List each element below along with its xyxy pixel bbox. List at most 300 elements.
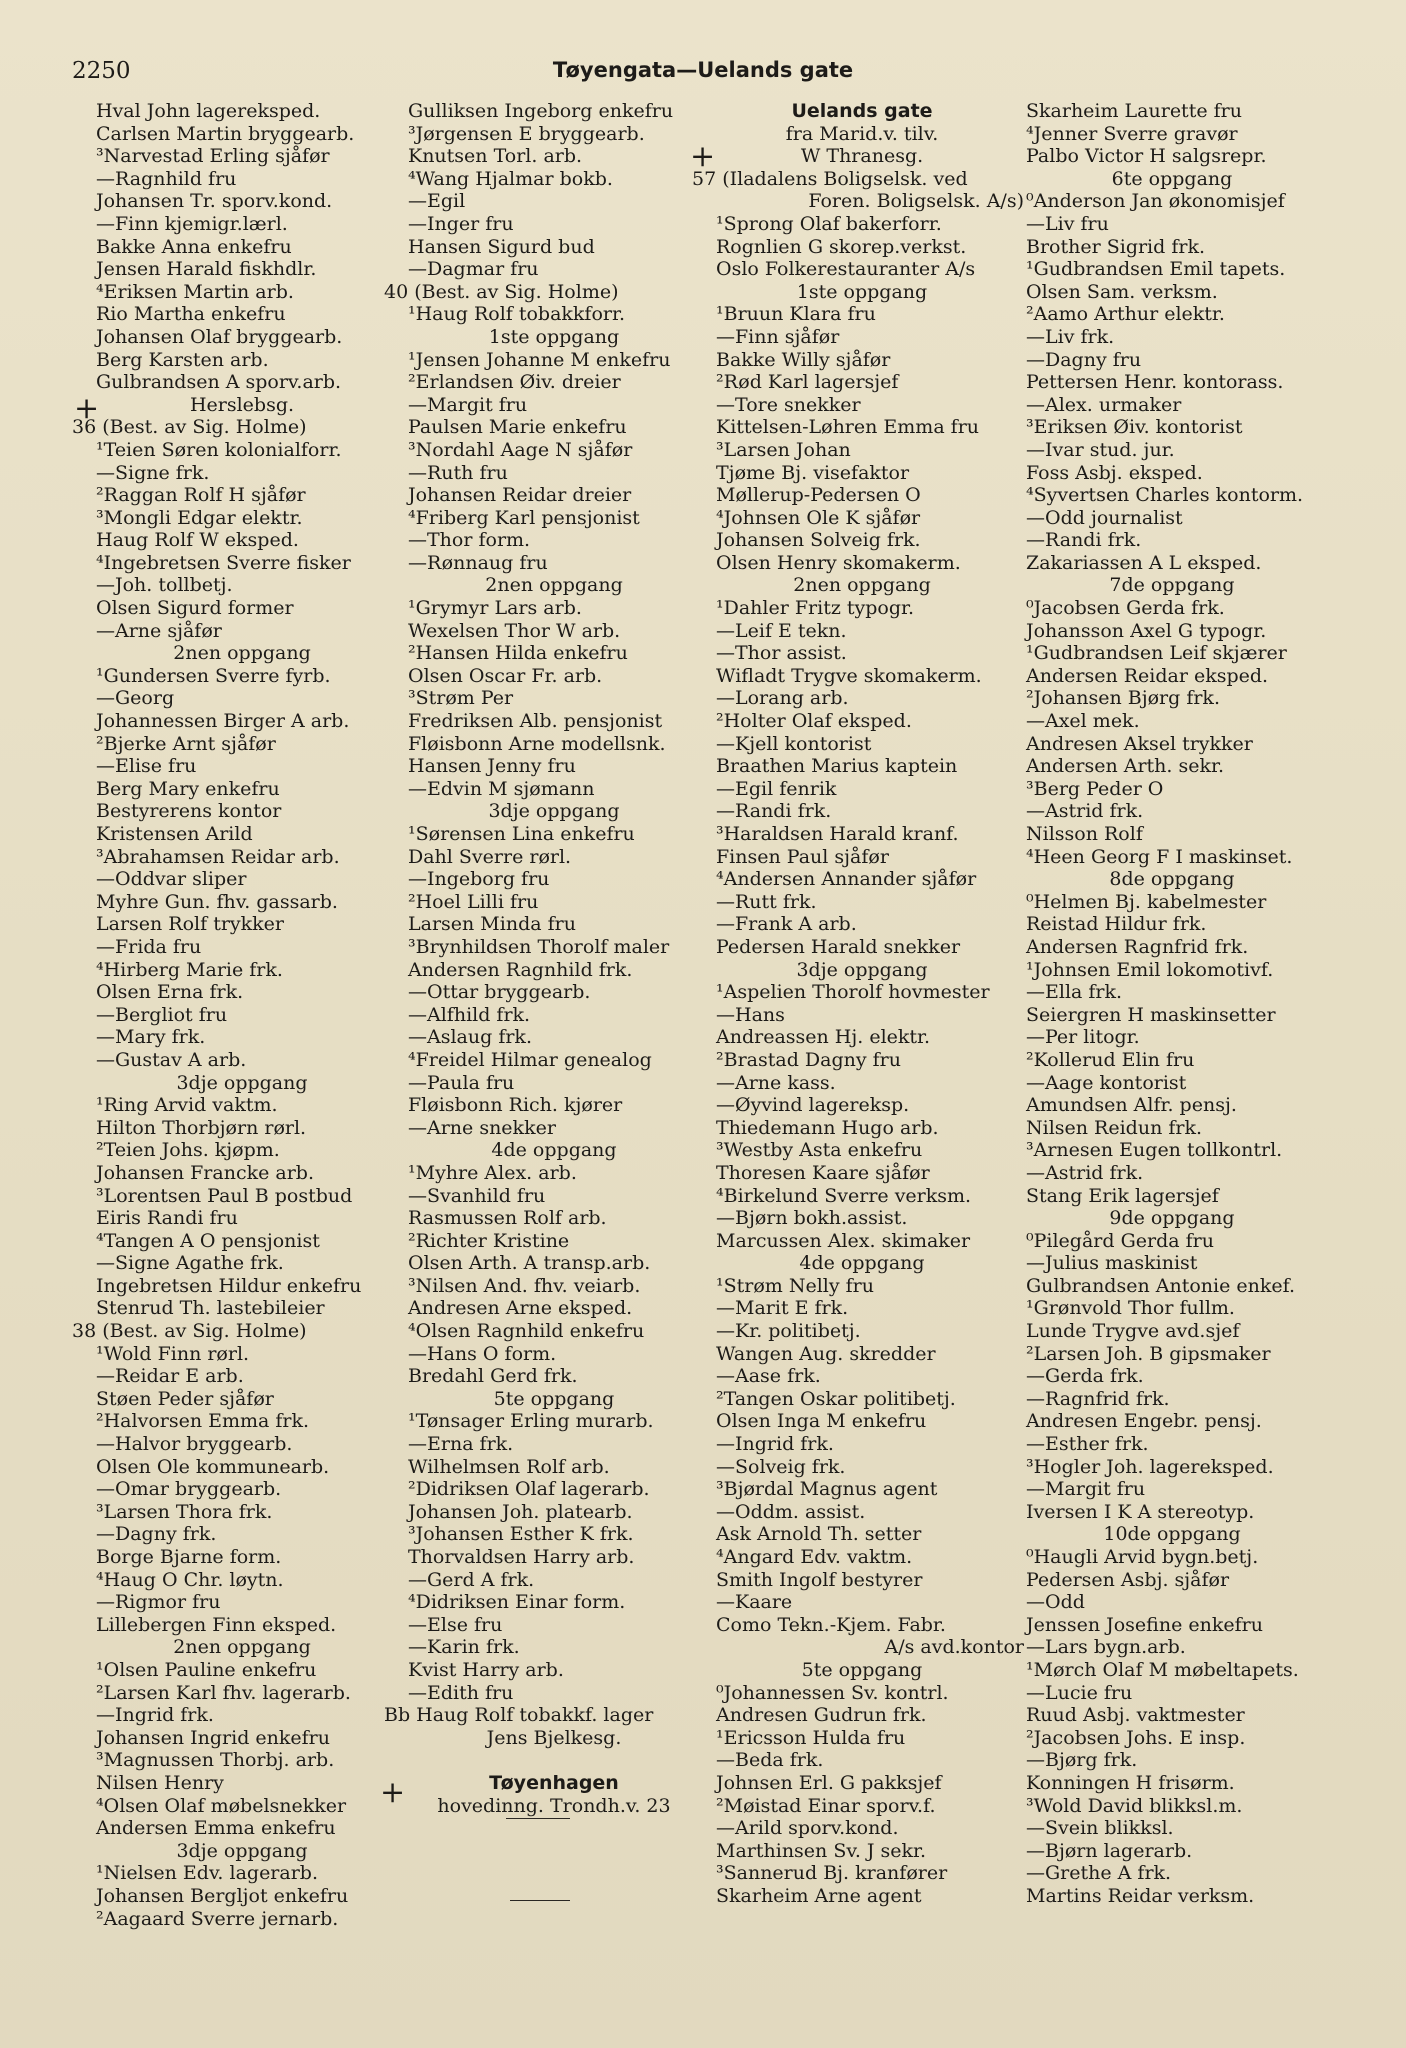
directory-entry: Konningen H frisørm.	[1026, 1771, 1235, 1794]
section-heading: 3dje oppgang	[176, 1839, 308, 1862]
section-heading: fra Marid.v. tilv.	[785, 122, 939, 145]
directory-entry: Johansen Reidar dreier	[408, 484, 632, 507]
directory-entry: ²Larsen Joh. B gipsmaker	[1026, 1342, 1271, 1365]
directory-entry: —Gerda frk.	[1026, 1365, 1144, 1388]
directory-entry: Tjøme Bj. visefaktor	[716, 461, 910, 484]
directory-entry: Hansen Jenny fru	[408, 755, 576, 778]
directory-entry: Nilsen Reidun frk.	[1026, 1116, 1203, 1139]
section-heading: 1ste oppgang	[488, 325, 620, 348]
directory-entry: —Ingrid frk.	[716, 1433, 834, 1456]
directory-entry: —Aase frk.	[716, 1365, 821, 1388]
directory-entry: ³Narvestad Erling sjåfør	[96, 145, 330, 168]
directory-entry: —Kjell kontorist	[716, 732, 872, 755]
directory-entry: ¹Olsen Pauline enkefru	[96, 1658, 317, 1681]
directory-entry: ³Strøm Per	[408, 687, 514, 710]
directory-entry: —Randi frk.	[716, 800, 832, 823]
directory-entry: Martins Reidar verksm.	[1026, 1884, 1255, 1907]
directory-entry: Pettersen Henr. kontorass.	[1026, 371, 1284, 394]
directory-entry: Hval John lagereksped.	[96, 100, 321, 122]
directory-entry: ⁴Wang Hjalmar bokb.	[408, 167, 613, 190]
section-heading: 2nen oppgang	[793, 574, 931, 597]
directory-entry: —Margit fru	[1026, 1478, 1146, 1501]
directory-entry: Kittelsen-Løhren Emma fru	[716, 416, 980, 439]
directory-entry: ³Abrahamsen Reidar arb.	[96, 845, 340, 868]
directory-entry: —Gerd A frk.	[408, 1568, 535, 1591]
directory-entry: —Arne sjåfør	[96, 619, 222, 642]
directory-entry: Thiedemann Hugo arb.	[716, 1116, 939, 1139]
section-heading: 6te oppgang	[1111, 167, 1233, 190]
directory-entry: ¹Bruun Klara fru	[716, 303, 876, 326]
directory-entry: ³Magnussen Thorbj. arb.	[96, 1749, 335, 1772]
directory-entry: 57 (Iladalens Boligselsk. ved	[692, 167, 968, 190]
directory-entry: Andersen Ragnfrid frk.	[1026, 935, 1249, 958]
directory-entry: Knutsen Torl. arb.	[408, 145, 583, 168]
directory-entry: A/s avd.kontor	[884, 1636, 1024, 1659]
directory-entry: Olsen Erna frk.	[96, 981, 244, 1004]
directory-entry: Palbo Victor H salgsrepr.	[1026, 145, 1267, 168]
directory-entry: —Ingeborg fru	[408, 868, 550, 891]
directory-entry: ²Kollerud Elin fru	[1026, 1048, 1195, 1071]
directory-entry: —Rutt frk.	[716, 890, 817, 913]
directory-entry: —Marit E frk.	[716, 1297, 849, 1320]
directory-entry: ¹Gundersen Sverre fyrb.	[96, 664, 331, 687]
directory-entry: Johansen Joh. platearb.	[408, 1500, 633, 1523]
directory-entry: —Solveig frk.	[716, 1455, 846, 1478]
directory-entry: Thoresen Kaare sjåfør	[716, 1161, 930, 1184]
directory-entry: Rio Martha enkefru	[96, 303, 286, 326]
directory-entry: ³Eriksen Øiv. kontorist	[1026, 416, 1243, 439]
section-heading: 3dje oppgang	[176, 1071, 308, 1094]
directory-entry: —Alfhild frk.	[408, 1003, 531, 1026]
directory-entry: —Odd	[1026, 1591, 1085, 1614]
cross-marker: +	[380, 1775, 406, 1810]
directory-entry: Andersen Ragnhild frk.	[408, 958, 633, 981]
directory-entry: Olsen Inga M enkefru	[716, 1410, 927, 1433]
directory-entry: Ask Arnold Th. setter	[716, 1523, 922, 1546]
directory-entry: —Gustav A arb.	[96, 1048, 247, 1071]
directory-entry: Foren. Boligselsk. A/s)	[808, 190, 1024, 213]
directory-entry: —Ragnfrid frk.	[1026, 1387, 1170, 1410]
directory-entry: —Margit fru	[408, 393, 528, 416]
directory-entry: ¹Dahler Fritz typogr.	[716, 597, 915, 620]
directory-entry: —Edith fru	[408, 1681, 514, 1704]
directory-entry: ²Brastad Dagny fru	[716, 1048, 901, 1071]
directory-entry: ²Richter Kristine	[408, 1229, 570, 1252]
directory-entry: —Frida fru	[96, 935, 202, 958]
directory-entry: —Finn sjåfør	[716, 325, 840, 348]
directory-entry: —Øyvind lagereksp.	[716, 1094, 910, 1117]
directory-entry: Møllerup-Pedersen O	[716, 484, 921, 507]
directory-entry: —Egil	[408, 190, 466, 213]
directory-entry: Berg Mary enkefru	[96, 777, 280, 800]
directory-entry: —Frank A arb.	[716, 913, 857, 936]
section-heading: 3dje oppgang	[488, 800, 620, 823]
section-heading: Jens Bjelkesg.	[486, 1726, 622, 1749]
directory-entry: Wifladt Trygve skomakerm.	[716, 664, 982, 687]
directory-entry: Rasmussen Rolf arb.	[408, 1207, 607, 1230]
directory-entry: ⁰Jacobsen Gerda frk.	[1026, 597, 1225, 620]
directory-entry: ¹Grønvold Thor fullm.	[1026, 1297, 1235, 1320]
directory-entry: Jenssen Josefine enkefru	[1026, 1613, 1263, 1636]
directory-entry: —Paula fru	[408, 1071, 515, 1094]
directory-entry: Reistad Hildur frk.	[1026, 913, 1207, 936]
directory-entry: ¹Tønsager Erling murarb.	[408, 1410, 654, 1433]
directory-entry: Amundsen Alfr. pensj.	[1026, 1094, 1237, 1117]
directory-entry: ³Nilsen And. fhv. veiarb.	[408, 1274, 641, 1297]
directory-entry: —Karin frk.	[408, 1636, 520, 1659]
directory-entry: Como Tekn.-Kjem. Fabr.	[716, 1613, 946, 1636]
directory-entry: ²Raggan Rolf H sjåfør	[96, 484, 306, 507]
directory-entry: Jensen Harald fiskhdlr.	[96, 258, 317, 281]
directory-entry: Fredriksen Alb. pensjonist	[408, 710, 663, 733]
directory-entry: —Egil fenrik	[716, 777, 837, 800]
section-heading: 4de oppgang	[491, 1139, 617, 1162]
directory-entry: Andersen Reidar eksped.	[1026, 664, 1269, 687]
directory-entry: —Arne kass.	[716, 1071, 836, 1094]
directory-entry: Pedersen Asbj. sjåfør	[1026, 1568, 1230, 1591]
section-heading: Tøyenhagen	[489, 1771, 619, 1794]
directory-entry: ¹Myhre Alex. arb.	[408, 1161, 577, 1184]
directory-entry: Wilhelmsen Rolf arb.	[408, 1455, 610, 1478]
directory-entry: —Dagny fru	[1026, 348, 1142, 371]
directory-entry: —Bergliot fru	[96, 1003, 228, 1026]
directory-entry: —Oddvar sliper	[96, 868, 247, 891]
directory-entry: —Reidar E arb.	[96, 1365, 244, 1388]
directory-entry: 38 (Best. av Sig. Holme)	[72, 1320, 307, 1343]
column-4	[1002, 100, 1342, 1908]
directory-entry: —Omar bryggearb.	[96, 1478, 282, 1501]
section-heading: 2nen oppgang	[485, 574, 623, 597]
directory-entry: Gulbrandsen A sporv.arb.	[96, 371, 342, 394]
cross-marker: +	[74, 391, 100, 426]
directory-entry: —Joh. tollbetj.	[96, 574, 233, 597]
directory-entry: —Hans	[716, 1003, 785, 1026]
directory-entry: ⁴Jenner Sverre gravør	[1026, 122, 1238, 145]
directory-entry: ⁴Haug O Chr. løytn.	[96, 1568, 284, 1591]
directory-entry: ¹Nielsen Edv. lagerarb.	[96, 1862, 319, 1885]
section-heading: 8de oppgang	[1109, 868, 1235, 891]
directory-entry: Zakariassen A L eksped.	[1026, 551, 1262, 574]
directory-entry: —Hans O form.	[408, 1342, 557, 1365]
directory-entry: ¹Haug Rolf tobakkforr.	[408, 303, 626, 326]
directory-entry: ⁴Freidel Hilmar genealog	[408, 1048, 652, 1071]
directory-entry: Stang Erik lagersjef	[1026, 1184, 1219, 1207]
directory-entry: ²Hansen Hilda enkefru	[408, 642, 628, 665]
column-2	[384, 100, 724, 1817]
directory-entry: Olsen Sam. verksm.	[1026, 280, 1218, 303]
directory-entry: Smith Ingolf bestyrer	[716, 1568, 923, 1591]
directory-entry: —Inger fru	[408, 212, 514, 235]
directory-entry: Rognlien G skorep.verkst.	[716, 235, 967, 258]
directory-entry: —Ingrid frk.	[96, 1704, 214, 1727]
directory-entry: —Arne snekker	[408, 1116, 556, 1139]
directory-entry: Hilton Thorbjørn rørl.	[96, 1116, 307, 1139]
directory-entry: —Bjørn lagerarb.	[1026, 1839, 1193, 1862]
directory-entry: —Halvor bryggearb.	[96, 1433, 293, 1456]
directory-entry: ³Haraldsen Harald kranf.	[716, 823, 959, 845]
directory-entry: —Julius maskinist	[1026, 1252, 1198, 1275]
directory-entry: Johansson Axel G typogr.	[1026, 619, 1267, 642]
directory-entry: —Ella frk.	[1026, 981, 1123, 1004]
page-number: 2250	[72, 58, 131, 84]
directory-entry: ⁴Heen Georg F I maskinset.	[1026, 845, 1293, 868]
directory-entry: Andresen Gudrun frk.	[716, 1704, 927, 1727]
directory-entry: Kristensen Arild	[96, 823, 253, 845]
directory-entry: Larsen Rolf trykker	[96, 913, 284, 936]
directory-entry: Wangen Aug. skredder	[716, 1342, 936, 1365]
directory-entry: Skarheim Arne agent	[716, 1884, 922, 1907]
directory-entry: —Liv frk.	[1026, 325, 1115, 348]
directory-entry: —Alex. urmaker	[1026, 393, 1182, 416]
directory-entry: ⁴Andersen Annander sjåfør	[716, 868, 977, 891]
directory-entry: —Thor assist.	[716, 642, 847, 665]
directory-entry: —Rønnaug fru	[408, 551, 548, 574]
directory-entry: Brother Sigrid frk.	[1026, 235, 1206, 258]
directory-entry: —Signe frk.	[96, 461, 210, 484]
column-1	[72, 100, 412, 1930]
page-header-title: Tøyengata—Uelands gate	[552, 58, 854, 82]
directory-entry: —Randi frk.	[1026, 529, 1142, 552]
directory-entry: Olsen Sigurd former	[96, 597, 294, 620]
directory-entry: 40 (Best. av Sig. Holme)	[384, 280, 619, 303]
directory-entry: Wexelsen Thor W arb.	[408, 619, 621, 642]
directory-entry: —Bjørg frk.	[1026, 1749, 1138, 1772]
directory-entry: Oslo Folkerestauranter A/s	[716, 258, 976, 281]
directory-entry: ³Bjørdal Magnus agent	[716, 1478, 938, 1501]
directory-entry: —Svein blikksl.	[1026, 1817, 1174, 1840]
directory-entry: —Mary frk.	[96, 1026, 206, 1049]
section-heading: 10de oppgang	[1103, 1523, 1241, 1546]
directory-entry: —Beda frk.	[716, 1749, 824, 1772]
directory-entry: Fløisbonn Rich. kjører	[408, 1094, 623, 1117]
section-heading: 1ste oppgang	[796, 280, 928, 303]
directory-entry: ⁰Pilegård Gerda fru	[1026, 1229, 1214, 1252]
directory-entry: Andreassen Hj. elektr.	[716, 1026, 931, 1049]
directory-entry: ³Berg Peder O	[1026, 777, 1164, 800]
directory-entry: ³Brynhildsen Thorolf maler	[408, 935, 670, 958]
directory-entry: —Kr. politibetj.	[716, 1320, 861, 1343]
directory-entry: Eiris Randi fru	[96, 1207, 238, 1230]
directory-entry: Johnsen Erl. G pakksjef	[716, 1771, 942, 1794]
directory-entry: Kvist Harry arb.	[408, 1658, 564, 1681]
directory-entry: —Aslaug frk.	[408, 1026, 532, 1049]
section-heading: 5te oppgang	[493, 1387, 615, 1410]
directory-entry: ²Aamo Arthur elektr.	[1026, 303, 1225, 326]
directory-entry: Hansen Sigurd bud	[408, 235, 595, 258]
section-rule	[510, 1900, 570, 1901]
directory-entry: ⁴Angard Edv. vaktm.	[716, 1546, 913, 1568]
directory-entry: Støen Peder sjåfør	[96, 1387, 274, 1410]
directory-entry: Johansen Solveig frk.	[716, 529, 921, 552]
section-heading: 4de oppgang	[799, 1252, 925, 1275]
directory-entry: —Ragnhild fru	[96, 167, 237, 190]
directory-entry: —Tore snekker	[716, 393, 861, 416]
directory-entry: Thorvaldsen Harry arb.	[408, 1546, 635, 1568]
directory-entry: ¹Sprong Olaf bakerforr.	[716, 212, 942, 235]
directory-entry: Johansen Bergljot enkefru	[96, 1884, 349, 1907]
directory-entry	[384, 1749, 724, 1772]
directory-entry: ⁴Birkelund Sverre verksm.	[716, 1184, 972, 1207]
directory-entry: ¹Mørch Olaf M møbeltapets.	[1026, 1658, 1299, 1681]
directory-entry: Bredahl Gerd frk.	[408, 1365, 578, 1388]
directory-entry: Bestyrerens kontor	[96, 800, 282, 823]
directory-entry: —Axel mek.	[1026, 710, 1140, 733]
directory-entry: —Leif E tekn.	[716, 619, 847, 642]
directory-entry: ¹Ring Arvid vaktm.	[96, 1094, 278, 1117]
directory-entry: Borge Bjarne form.	[96, 1546, 282, 1568]
directory-entry: ³Arnesen Eugen tollkontrl.	[1026, 1139, 1283, 1162]
section-heading: 7de oppgang	[1109, 574, 1235, 597]
directory-entry: ¹Sørensen Lina enkefru	[408, 823, 635, 845]
directory-entry: Nilsen Henry	[96, 1771, 224, 1794]
directory-entry: Johansen Francke arb.	[96, 1161, 315, 1184]
directory-entry: —Elise fru	[96, 755, 197, 778]
directory-entry: —Oddm. assist.	[716, 1500, 866, 1523]
directory-entry: Johansen Olaf bryggearb.	[96, 325, 343, 348]
directory-entry: Ingebretsen Hildur enkefru	[96, 1274, 362, 1297]
directory-entry: —Lars bygn.arb.	[1026, 1636, 1186, 1659]
directory-entry: ⁴Hirberg Marie frk.	[96, 958, 283, 981]
directory-entry: —Georg	[96, 687, 175, 710]
directory-entry: —Kaare	[716, 1591, 793, 1614]
directory-entry: ³Sannerud Bj. kranfører	[716, 1862, 948, 1885]
directory-entry: Marcussen Alex. skimaker	[716, 1229, 971, 1252]
directory-entry: Bakke Anna enkefru	[96, 235, 292, 258]
directory-entry: —Lucie fru	[1026, 1681, 1133, 1704]
directory-entry: ⁴Johnsen Ole K sjåfør	[716, 506, 921, 529]
directory-entry: Bakke Willy sjåfør	[716, 348, 891, 371]
directory-entry: Olsen Henry skomakerm.	[716, 551, 961, 574]
directory-entry: ²Erlandsen Øiv. dreier	[408, 371, 621, 394]
directory-entry: Marthinsen Sv. J sekr.	[716, 1839, 927, 1862]
directory-entry: ³Nordahl Aage N sjåfør	[408, 438, 633, 461]
directory-entry: ²Hoel Lilli fru	[408, 890, 539, 913]
directory-entry: —Astrid frk.	[1026, 800, 1144, 823]
directory-entry: —Finn kjemigr.lærl.	[96, 212, 288, 235]
directory-entry: Andresen Arne eksped.	[408, 1297, 633, 1320]
directory-entry: Andresen Aksel trykker	[1026, 732, 1253, 755]
directory-entry: ⁴Syvertsen Charles kontorm.	[1026, 484, 1304, 507]
directory-entry: —Liv fru	[1026, 212, 1109, 235]
directory-entry: Paulsen Marie enkefru	[408, 416, 627, 439]
directory-entry: Haug Rolf W eksped.	[96, 529, 299, 552]
directory-entry: ¹Johnsen Emil lokomotivf.	[1026, 958, 1274, 981]
directory-entry: —Bjørn bokh.assist.	[716, 1207, 908, 1230]
directory-entry: ³Jørgensen E bryggearb.	[408, 122, 645, 145]
section-heading: Herslebsg.	[189, 393, 295, 416]
section-heading: Uelands gate	[791, 100, 933, 122]
directory-entry: Stenrud Th. lastebileier	[96, 1297, 325, 1320]
directory-entry: Olsen Arth. A transp.arb.	[408, 1252, 651, 1275]
directory-entry: Braathen Marius kaptein	[716, 755, 958, 778]
section-heading: hovedinng. Trondh.v. 23	[437, 1794, 671, 1817]
directory-entry: ⁴Didriksen Einar form.	[408, 1591, 626, 1614]
directory-entry: —Else fru	[408, 1613, 503, 1636]
directory-entry: ⁴Tangen A O pensjonist	[96, 1229, 320, 1252]
directory-entry: Myhre Gun. fhv. gassarb.	[96, 890, 338, 913]
directory-entry: ³Larsen Johan	[716, 438, 851, 461]
directory-entry: Berg Karsten arb.	[96, 348, 269, 371]
directory-entry: ²Tangen Oskar politibetj.	[716, 1387, 956, 1410]
directory-entry: Seiergren H maskinsetter	[1026, 1003, 1276, 1026]
directory-entry: ¹Strøm Nelly fru	[716, 1274, 874, 1297]
directory-entry: Larsen Minda fru	[408, 913, 576, 936]
directory-entry: Fløisbonn Arne modellsnk.	[408, 732, 666, 755]
directory-entry: —Per litogr.	[1026, 1026, 1140, 1049]
directory-entry: ²Johansen Bjørg frk.	[1026, 687, 1220, 710]
directory-entry: ²Aagaard Sverre jernarb.	[96, 1907, 339, 1930]
directory-entry: Iversen I K A stereotyp.	[1026, 1500, 1255, 1523]
directory-entry: —Svanhild fru	[408, 1184, 546, 1207]
directory-entry: ³Wold David blikksl.m.	[1026, 1794, 1243, 1817]
directory-entry: ⁰Johannessen Sv. kontrl.	[716, 1681, 949, 1704]
directory-entry: —Grethe A frk.	[1026, 1862, 1172, 1885]
directory-entry: ⁴Eriksen Martin arb.	[96, 280, 294, 303]
directory-entry: —Lorang arb.	[716, 687, 849, 710]
directory-entry: ⁴Olsen Ragnhild enkefru	[408, 1320, 645, 1343]
directory-entry: ⁰Anderson Jan økonomisjef	[1026, 190, 1285, 213]
directory-entry: ²Didriksen Olaf lagerarb.	[408, 1478, 650, 1501]
directory-entry: —Erna frk.	[408, 1433, 514, 1456]
directory-entry: ²Møistad Einar sporv.f.	[716, 1794, 936, 1817]
directory-entry: Johansen Tr. sporv.kond.	[96, 190, 333, 213]
directory-entry: Johansen Ingrid enkefru	[96, 1726, 330, 1749]
directory-entry: ⁴Ingebretsen Sverre fisker	[96, 551, 351, 574]
directory-entry: —Thor form.	[408, 529, 531, 552]
directory-entry: —Rigmor fru	[96, 1591, 221, 1614]
directory-entry: ²Bjerke Arnt sjåfør	[96, 732, 276, 755]
directory-entry: ³Westby Asta enkefru	[716, 1139, 923, 1162]
section-heading: 2nen oppgang	[173, 642, 311, 665]
directory-entry: —Esther frk.	[1026, 1433, 1149, 1456]
directory-entry: Skarheim Laurette fru	[1026, 100, 1242, 122]
directory-entry: Lunde Trygve avd.sjef	[1026, 1320, 1240, 1343]
section-heading: 5te oppgang	[801, 1658, 923, 1681]
section-heading: 9de oppgang	[1109, 1207, 1235, 1230]
directory-entry: ²Teien Johs. kjøpm.	[96, 1139, 280, 1162]
directory-entry: ³Hogler Joh. lagereksped.	[1026, 1455, 1274, 1478]
directory-entry: —Edvin M sjømann	[408, 777, 595, 800]
directory-entry: ²Rød Karl lagersjef	[716, 371, 899, 394]
directory-entry: ¹Gudbrandsen Emil tapets.	[1026, 258, 1286, 281]
section-rule	[506, 1818, 570, 1819]
directory-entry: —Dagmar fru	[408, 258, 539, 281]
directory-entry: ³Mongli Edgar elektr.	[96, 506, 303, 529]
column-3	[692, 100, 1032, 1908]
directory-entry: Nilsson Rolf	[1026, 823, 1143, 845]
directory-entry: —Ruth fru	[408, 461, 508, 484]
directory-entry: ¹Gudbrandsen Leif skjærer	[1026, 642, 1287, 665]
directory-entry: Andersen Arth. sekr.	[1026, 755, 1225, 778]
directory-entry: ³Johansen Esther K frk.	[408, 1523, 634, 1546]
directory-entry: 36 (Best. av Sig. Holme)	[72, 416, 307, 439]
directory-entry: —Ivar stud. jur.	[1026, 438, 1175, 461]
directory-entry: —Odd journalist	[1026, 506, 1183, 529]
directory-entry: Gulliksen Ingeborg enkefru	[408, 100, 674, 122]
directory-entry: Ruud Asbj. vaktmester	[1026, 1704, 1245, 1727]
section-heading: 3dje oppgang	[796, 958, 928, 981]
directory-entry: Johannessen Birger A arb.	[96, 710, 350, 733]
directory-entry: ⁰Haugli Arvid bygn.betj.	[1026, 1546, 1259, 1568]
directory-entry: Lillebergen Finn eksped.	[96, 1613, 337, 1636]
directory-entry: Olsen Oscar Fr. arb.	[408, 664, 603, 687]
directory-entry: Olsen Ole kommunearb.	[96, 1455, 330, 1478]
section-heading: 2nen oppgang	[173, 1636, 311, 1659]
directory-entry: ²Halvorsen Emma frk.	[96, 1410, 310, 1433]
directory-entry: ¹Teien Søren kolonialforr.	[96, 438, 342, 461]
cross-marker: +	[690, 139, 716, 174]
directory-entry: ²Holter Olaf eksped.	[716, 710, 912, 733]
